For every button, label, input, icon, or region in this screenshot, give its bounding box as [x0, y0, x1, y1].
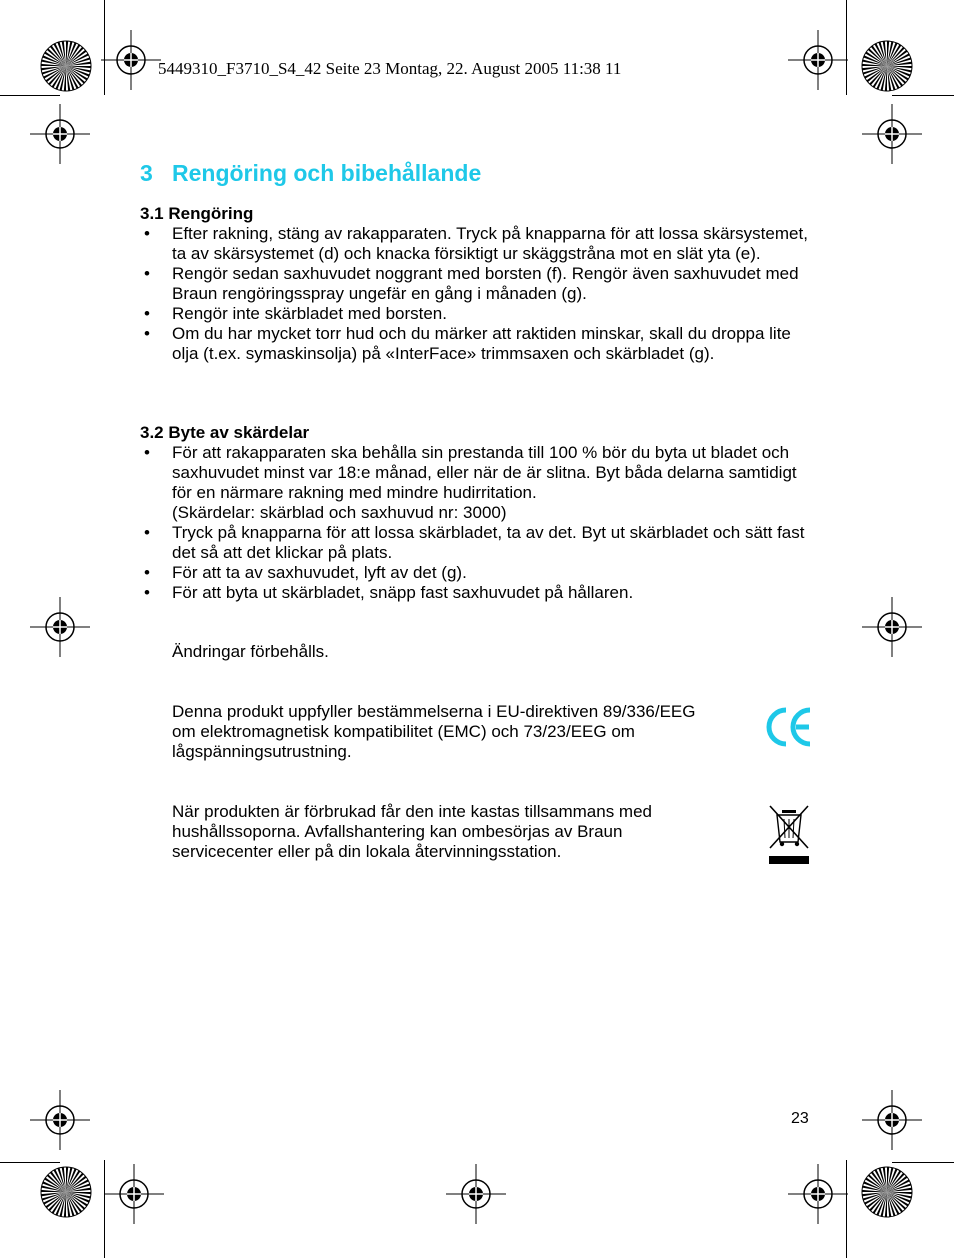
list-item: [140, 304, 820, 324]
starburst-mark-icon: [40, 40, 92, 92]
bullet-icon: •: [144, 224, 150, 243]
starburst-ray: [64, 1192, 66, 1217]
starburst-ray: [41, 1190, 66, 1192]
list-item-text: Tryck på knapparna för att lossa skärbladet, ta av det. Byt ut skärbladet och sätt fast det så att det klickar på plats.: [172, 523, 805, 562]
registration-mark-icon: [862, 597, 922, 657]
starburst-ray: [66, 1192, 91, 1194]
list-item-text: För att rakapparaten ska behålla sin prestanda till 100 % bör du byta ut bladet och saxhuvudet minst var 18:e månad, eller när de är slitna. Byt båda delarna samtidigt för en närmare rakning med mindre hudirritation. (Skärdelar: skärblad och saxhuvud nr: 3000): [172, 443, 797, 522]
crossed-out-wheelie-bin-icon: [766, 804, 812, 868]
list-item-text: Efter rakning, stäng av rakapparaten. Tryck på knapparna för att lossa skärsystemet, ta av skärsystemet (d) och knacka försiktigt ur skäggstråna mot en slät yta (e).: [172, 224, 808, 263]
list-item: [140, 563, 820, 583]
list-item-text: Rengör inte skärbladet med borsten.: [172, 304, 447, 323]
list-item: [140, 324, 820, 364]
starburst-mark-icon: [40, 1166, 92, 1218]
starburst-mark-icon: [861, 40, 913, 92]
registration-mark-icon: [862, 1090, 922, 1150]
bullet-icon: •: [144, 443, 150, 462]
list-item: [140, 443, 820, 523]
starburst-mark-icon: [861, 1166, 913, 1218]
starburst-ray: [887, 1167, 889, 1192]
list-item: [140, 224, 820, 264]
list-item-text: Om du har mycket torr hud och du märker att raktiden minskar, skall du droppa lite olja (t.ex. symaskinsolja) på «InterFace» trimmsaxen och skärbladet (g).: [172, 324, 791, 363]
page-number: 23: [791, 1110, 809, 1127]
ce-mark-icon: [766, 706, 812, 748]
registration-mark-icon: [788, 30, 848, 90]
subsection-title: 3.1 Rengöring: [140, 204, 254, 223]
bullet-list: [140, 443, 820, 603]
list-item-text: För att byta ut skärbladet, snäpp fast saxhuvudet på hållaren.: [172, 583, 634, 602]
bullet-icon: •: [144, 583, 150, 602]
list-item-text: För att ta av saxhuvudet, lyft av det (g).: [172, 563, 467, 582]
list-item: [140, 583, 820, 603]
crop-line: [892, 1162, 954, 1163]
registration-mark-icon: [101, 30, 161, 90]
section-heading: [140, 160, 481, 187]
registration-mark-icon: [446, 1164, 506, 1224]
crop-line: [0, 95, 60, 96]
bullet-icon: •: [144, 264, 150, 283]
starburst-ray: [66, 41, 68, 66]
list-item: [140, 523, 820, 563]
changes-notice: Ändringar förbehålls.: [172, 642, 329, 661]
list-item: [140, 264, 820, 304]
starburst-ray: [887, 66, 912, 68]
list-item-text: Rengör sedan saxhuvudet noggrant med borsten (f). Rengör även saxhuvudet med Braun rengöringsspray ungefär en gång i månaden (g).: [172, 264, 799, 303]
starburst-ray: [862, 1190, 887, 1192]
starburst-ray: [66, 1167, 68, 1192]
bullet-icon: •: [144, 324, 150, 343]
starburst-ray: [885, 1192, 887, 1217]
registration-mark-icon: [104, 1164, 164, 1224]
section-number: 3: [140, 160, 153, 186]
registration-mark-icon: [788, 1164, 848, 1224]
starburst-ray: [41, 64, 66, 66]
registration-mark-icon: [30, 104, 90, 164]
subsection-title: 3.2 Byte av skärdelar: [140, 423, 310, 442]
bullet-icon: •: [144, 563, 150, 582]
print-slug: 5449310_F3710_S4_42 Seite 23 Montag, 22. August 2005 11:38 11: [158, 59, 622, 78]
starburst-ray: [66, 66, 91, 68]
starburst-ray: [887, 1192, 912, 1194]
bullet-icon: •: [144, 304, 150, 323]
registration-mark-icon: [30, 1090, 90, 1150]
crop-line: [0, 1162, 60, 1163]
bullet-icon: •: [144, 523, 150, 542]
section-title: Rengöring och bibehållande: [172, 160, 482, 186]
starburst-ray: [887, 41, 889, 66]
starburst-ray: [885, 66, 887, 91]
crop-line: [892, 95, 954, 96]
starburst-ray: [64, 66, 66, 91]
starburst-ray: [862, 64, 887, 66]
disposal-notice: När produkten är förbrukad får den inte kastas tillsammans med hushållssoporna. Avfallshantering kan ombesörjas av Braun servicecenter eller på din lokala återvinningsstation.: [172, 802, 653, 861]
registration-mark-icon: [862, 104, 922, 164]
registration-mark-icon: [30, 597, 90, 657]
ce-compliance-notice: Denna produkt uppfyller bestämmelserna i EU-direktiven 89/336/EEG om elektromagnetisk kompatibilitet (EMC) och 73/23/EEG om lågspänningsutrustning.: [172, 702, 696, 761]
bullet-list: [140, 224, 820, 364]
